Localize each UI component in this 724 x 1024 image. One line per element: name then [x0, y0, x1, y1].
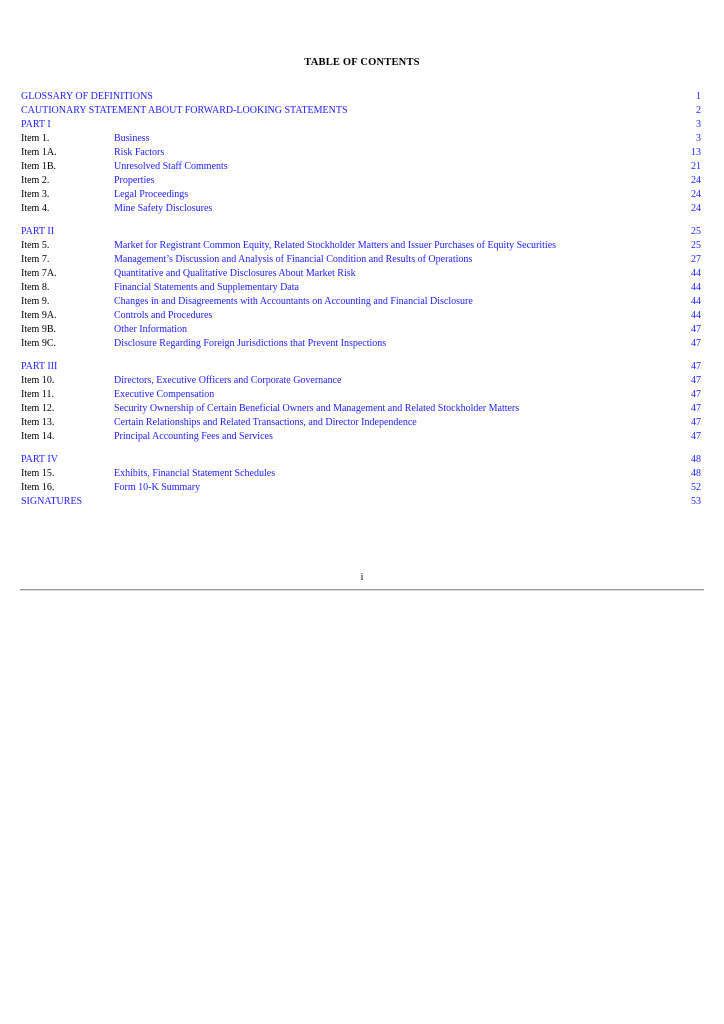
toc-row — [21, 188, 701, 202]
toc-item-link[interactable]: Unresolved Staff Comments — [114, 161, 228, 172]
toc-item-link[interactable]: Legal Proceedings — [114, 189, 189, 200]
toc-item-number: Item 13. — [21, 417, 55, 428]
toc-row — [21, 253, 701, 267]
toc-page-number-link[interactable]: 44 — [691, 296, 701, 307]
toc-row — [21, 402, 701, 416]
toc-page-number-link[interactable]: 24 — [691, 203, 701, 214]
toc-row — [21, 90, 701, 104]
toc-row — [21, 267, 701, 281]
toc-item-link[interactable]: Security Ownership of Certain Beneficial Owners and Management and Related Stockholder Matters — [114, 403, 520, 414]
toc-page-number-link[interactable]: 47 — [691, 375, 701, 386]
toc-row — [21, 202, 701, 216]
toc-item-number: Item 9. — [21, 296, 50, 307]
toc-row — [21, 146, 701, 160]
toc-section-link[interactable]: PART II — [21, 226, 55, 237]
toc-page-number-link[interactable]: 3 — [696, 119, 701, 130]
toc-item-number: Item 11. — [21, 389, 54, 400]
toc-item-link[interactable]: Certain Relationships and Related Transactions, and Director Independence — [114, 417, 417, 428]
toc-item-link[interactable]: Business — [114, 133, 150, 144]
toc-item-link[interactable]: Principal Accounting Fees and Services — [114, 431, 273, 442]
toc-row — [21, 309, 701, 323]
toc-page-number-link[interactable]: 44 — [691, 310, 701, 321]
toc-section-link[interactable]: PART III — [21, 361, 58, 372]
toc-item-number: Item 12. — [21, 403, 55, 414]
toc-row — [21, 118, 701, 132]
toc-item-number: Item 9C. — [21, 338, 56, 349]
toc-item-number: Item 9B. — [21, 324, 56, 335]
toc-row — [21, 295, 701, 309]
toc-item-link[interactable]: Executive Compensation — [114, 389, 215, 400]
toc-page-number-link[interactable]: 24 — [691, 189, 701, 200]
toc-row — [21, 453, 701, 467]
toc-item-number: Item 14. — [21, 431, 55, 442]
toc-row — [21, 430, 701, 444]
toc-item-link[interactable]: Mine Safety Disclosures — [114, 203, 213, 214]
toc-row — [21, 239, 701, 253]
toc-item-number: Item 4. — [21, 203, 50, 214]
toc-row — [21, 323, 701, 337]
toc-item-link[interactable]: Properties — [114, 175, 155, 186]
toc-section-link[interactable]: PART I — [21, 119, 51, 130]
toc-item-number: Item 8. — [21, 282, 50, 293]
toc-row — [21, 132, 701, 146]
toc-item-number: Item 10. — [21, 375, 55, 386]
toc-page-number-link[interactable]: 44 — [691, 282, 701, 293]
toc-page-number-link[interactable]: 3 — [696, 133, 701, 144]
toc-item-number: Item 2. — [21, 175, 50, 186]
toc-item-link[interactable]: Risk Factors — [114, 147, 165, 158]
toc-item-number: Item 1A. — [21, 147, 57, 158]
table-of-contents — [21, 90, 701, 509]
toc-item-link[interactable]: Other Information — [114, 324, 188, 335]
toc-page-number-link[interactable]: 47 — [691, 361, 701, 372]
toc-row — [21, 174, 701, 188]
toc-page-number-link[interactable]: 27 — [691, 254, 701, 265]
toc-row — [21, 388, 701, 402]
toc-row — [21, 281, 701, 295]
toc-page-number-link[interactable]: 53 — [691, 496, 701, 507]
footer-page-number: i — [360, 572, 364, 583]
toc-page-number-link[interactable]: 47 — [691, 431, 701, 442]
toc-page-number-link[interactable]: 47 — [691, 324, 701, 335]
toc-item-number: Item 1. — [21, 133, 50, 144]
toc-item-number: Item 15. — [21, 468, 55, 479]
toc-page-number-link[interactable]: 21 — [691, 161, 701, 172]
toc-section-link[interactable]: GLOSSARY OF DEFINITIONS — [21, 91, 153, 102]
toc-row — [21, 160, 701, 174]
toc-item-number: Item 9A. — [21, 310, 57, 321]
toc-row — [21, 374, 701, 388]
toc-item-link[interactable]: Form 10-K Summary — [114, 482, 201, 493]
toc-page-number-link[interactable]: 47 — [691, 403, 701, 414]
toc-item-number: Item 7. — [21, 254, 50, 265]
toc-item-number: Item 16. — [21, 482, 55, 493]
toc-row — [21, 416, 701, 430]
toc-item-number: Item 1B. — [21, 161, 56, 172]
toc-page-number-link[interactable]: 2 — [696, 105, 701, 116]
toc-item-number: Item 7A. — [21, 268, 57, 279]
toc-row — [21, 225, 701, 239]
toc-page-number-link[interactable]: 13 — [691, 147, 701, 158]
toc-page-number-link[interactable]: 25 — [691, 226, 701, 237]
toc-item-link[interactable]: Quantitative and Qualitative Disclosures About Market Risk — [114, 268, 356, 279]
toc-page-number-link[interactable]: 47 — [691, 338, 701, 349]
toc-item-number: Item 3. — [21, 189, 50, 200]
toc-row — [21, 104, 701, 118]
toc-page-number-link[interactable]: 52 — [691, 482, 701, 493]
toc-section-link[interactable]: CAUTIONARY STATEMENT ABOUT FORWARD-LOOKING STATEMENTS — [21, 105, 348, 116]
toc-item-number: Item 5. — [21, 240, 50, 251]
toc-page-number-link[interactable]: 47 — [691, 389, 701, 400]
toc-section-link[interactable]: PART IV — [21, 454, 58, 465]
toc-page-number-link[interactable]: 25 — [691, 240, 701, 251]
page-divider — [20, 589, 704, 591]
toc-row — [21, 481, 701, 495]
toc-page-number-link[interactable]: 47 — [691, 417, 701, 428]
toc-item-link[interactable]: Disclosure Regarding Foreign Jurisdictions that Prevent Inspections — [114, 338, 387, 349]
toc-item-link[interactable]: Exhibits, Financial Statement Schedules — [114, 468, 276, 479]
toc-item-link[interactable]: Management’s Discussion and Analysis of Financial Condition and Results of Operations — [114, 254, 473, 265]
toc-item-link[interactable]: Financial Statements and Supplementary Data — [114, 282, 299, 293]
toc-page-number-link[interactable]: 48 — [691, 454, 701, 465]
toc-item-link[interactable]: Market for Registrant Common Equity, Related Stockholder Matters and Issuer Purchases of Equity Securities — [114, 240, 557, 251]
toc-page-number-link[interactable]: 24 — [691, 175, 701, 186]
toc-row — [21, 337, 701, 351]
toc-page-number-link[interactable]: 1 — [696, 91, 701, 102]
toc-row — [21, 495, 701, 509]
toc-section-link[interactable]: SIGNATURES — [21, 496, 83, 507]
toc-item-link[interactable]: Controls and Procedures — [114, 310, 213, 321]
toc-row — [21, 360, 701, 374]
page-title: TABLE OF CONTENTS — [304, 57, 420, 68]
toc-item-link[interactable]: Changes in and Disagreements with Accountants on Accounting and Financial Disclosure — [114, 296, 473, 307]
toc-page-number-link[interactable]: 44 — [691, 268, 701, 279]
toc-row — [21, 467, 701, 481]
toc-item-link[interactable]: Directors, Executive Officers and Corporate Governance — [114, 375, 342, 386]
toc-page-number-link[interactable]: 48 — [691, 468, 701, 479]
